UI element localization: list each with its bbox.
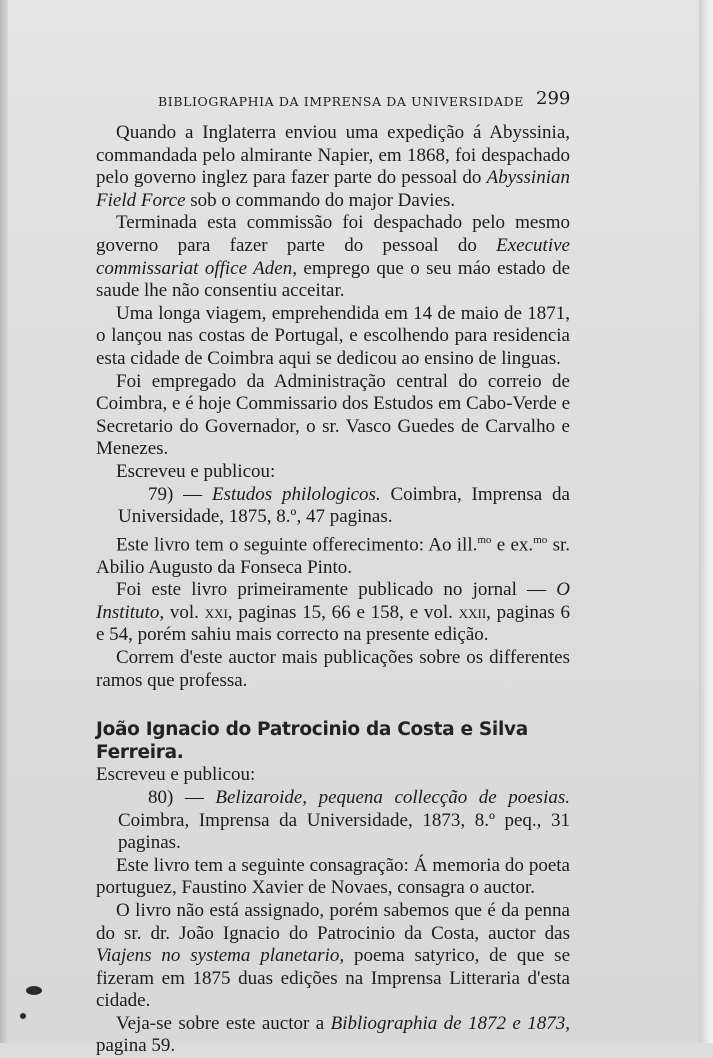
paragraph: O livro não está assignado, porém sabemos que é da penna do sr. dr. João Ignacio do Patrocinio da Costa, auctor das Viajens no systema planetario, poema satyrico, de que se fizeram em 1875 duas edições na Imprensa Litteraria d'esta cidade. — [96, 899, 571, 1012]
page-body — [96, 122, 570, 1058]
paragraph: Veja-se sobre este auctor a Bibliographia de 1872 e 1873, pagina 59. — [96, 1012, 571, 1057]
bibliography-entry-80: 80) — Belizaroide, pequena collecção de poesias. Coimbra, Imprensa da Universidade, 1873, 8.º peq., 31 paginas. — [118, 786, 570, 854]
paragraph: Foi este livro primeiramente publicado no jornal — O Instituto, vol. xxi, paginas 15, 66 e 158, e vol. xxii, paginas 6 e 54, porém sahiu mais correcto na presente edição. — [96, 579, 571, 646]
italic-title: Viajens no systema planetario, — [96, 945, 345, 967]
italic-title: Abyssinian Field Force — [96, 167, 570, 211]
paragraph: Uma longa viagem, emprehendida em 14 de maio de 1871, o lançou nas costas de Portugal, e escolhendo para residencia esta cidade de Coimbra aqui se dedicou ao ensino de linguas. — [96, 302, 570, 369]
entry-title: Belizaroide, pequena collecção de poesias. — [215, 786, 570, 808]
paragraph: Escreveu e publicou: — [96, 764, 256, 786]
paragraph: Foi empregado da Administração central do correio de Coimbra, e é hoje Commissario dos Estudos em Cabo-Verde e Secretario do Governador, o sr. Vasco Guedes de Carvalho e Menezes. — [96, 370, 570, 460]
paragraph: Este livro tem o seguinte offerecimento: Ao ill.$^{mo}$ e ex.$^{mo}$ sr. Abilio Augusto da Fonseca Pinto. — [96, 533, 570, 578]
page-left-edge — [0, 0, 8, 1043]
paragraph: Quando a Inglaterra enviou uma expedição á Abyssinia, commandada pelo almirante Napier, em 1868, foi despachado pelo governo inglez para fazer parte do pessoal do Abyssinian Field Force sob o commando do major Davies. — [96, 122, 570, 211]
italic-title: Bibliographia de 1872 e 1873, — [330, 1012, 571, 1034]
bibliography-entry-79: 79) — Estudos philologicos. Coimbra, Imprensa da Universidade, 1875, 8.º, 47 paginas. — [118, 483, 570, 528]
italic-title: Executive commissariat office Aden, — [96, 234, 570, 279]
page-right-edge — [699, 0, 713, 1043]
entry-title: Estudos philologicos. — [211, 483, 381, 505]
italic-title: O Instituto, — [96, 579, 570, 623]
paragraph: Correm d'este auctor mais publicações sobre os differentes ramos que professa. — [96, 646, 570, 691]
paragraph: Escreveu e publicou: — [116, 460, 276, 482]
ink-blot — [26, 986, 42, 995]
page-number: 299 — [536, 88, 571, 109]
running-head: BIBLIOGRAPHIA DA IMPRENSA DA UNIVERSIDADE — [158, 94, 524, 109]
ink-blot — [20, 1013, 26, 1019]
author-heading: João Ignacio do Patrocinio da Costa e Silva Ferreira. — [96, 719, 528, 763]
paragraph: Terminada esta commissão foi despachado pelo mesmo governo para fazer parte do pessoal do Executive commissariat office Aden, emprego que o seu máo estado de saude lhe não consentiu acceitar. — [96, 212, 571, 302]
paragraph: Este livro tem a seguinte consagração: Á memoria do poeta portuguez, Faustino Xavier de Novaes, consagra o auctor. — [96, 854, 570, 899]
